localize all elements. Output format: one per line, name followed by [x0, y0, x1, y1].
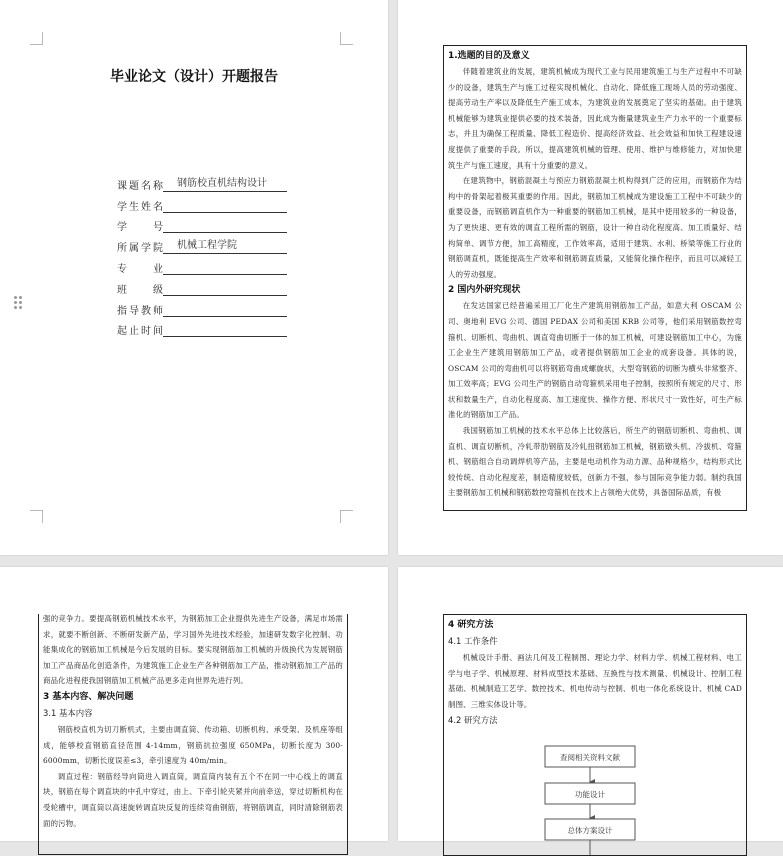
section-box — [38, 614, 348, 855]
flow-step — [545, 819, 635, 840]
section-heading: 2 国内外研究现状 — [448, 285, 521, 296]
field-value[interactable] — [163, 322, 287, 337]
flow-step-label: 功能设计 — [575, 790, 605, 799]
flow-step-label: 查阅相关资料文献 — [560, 753, 620, 762]
field-label: 专 业 — [117, 263, 163, 275]
section-heading: 1.选题的目的及意义 — [448, 51, 530, 61]
field-period — [117, 317, 287, 338]
section-heading: 3 基本内容、解决问题 — [43, 691, 134, 702]
subsection-heading: 4.1 工作条件 — [448, 636, 498, 646]
flowchart — [444, 615, 746, 855]
field-advisor — [117, 296, 287, 317]
paragraph: 调直过程：钢筋经导向筒进入调直筒，调直筒内装有五个不在同一中心线上的调直块，钢筋在每个调直块的中孔中穿过，由上、下牵引轮夹紧并向前牵送，穿过切断机构在受轮槽中，调直筒以高速旋转调直块反复的连续弯曲钢筋，将钢筋调直，同时清除钢筋表面的污物。 — [43, 771, 343, 828]
field-label: 课题名称 — [117, 180, 163, 192]
flow-step — [545, 746, 635, 767]
paragraph: 机械设计手册、画法几何及工程制图、理论力学、材料力学、机械工程材料、电工学与电子学、机械原理、材料成型技术基础、互换性与技术测量、机械设计、控制工程基础、机械制造工艺学、数控技术、机电传动与控制、机电一体化系统设计、机械 CAD 制图、三维实体设计等。 — [448, 653, 742, 709]
cover-form — [117, 171, 287, 337]
field-value[interactable] — [163, 218, 287, 233]
paragraph: 强的竞争力。要提高钢筋机械技术水平，为钢筋加工企业提供先进生产设备，满足市场需求，就要不断创新、不断研发新产品，学习国外先进技术经验，加速研发数字化控制、功能集成化的钢筋加工机械是今后发展的目标。要实现钢筋加工机械的升级换代为发展钢筋加工产品商品化创造条件，为建筑施工企业生产各种钢筋加工产品，推动钢筋加工产品的商品化进程使我国钢筋加工机械产品更多走向世界先进行列。 — [43, 614, 343, 686]
field-value[interactable]: 钢筋校直机结构设计 — [163, 177, 287, 192]
crop-mark — [340, 32, 353, 45]
field-label: 所属学院 — [117, 243, 163, 255]
section-content — [448, 48, 742, 501]
page-cover — [0, 0, 388, 555]
drag-handle-icon[interactable] — [14, 296, 23, 310]
crop-mark — [30, 32, 43, 45]
field-class — [117, 275, 287, 296]
field-student-id — [117, 213, 287, 234]
field-topic — [117, 171, 287, 192]
flow-step-label: 总体方案设计 — [567, 826, 613, 835]
subsection-heading: 4.2 研究方法 — [448, 715, 498, 726]
paragraph: 我国钢筋加工机械的技术水平总体上比较落后，所生产的钢筋切断机、弯曲机、调直机、调直切断机，冷轧带肋钢筋及冷轧扭钢筋加工机械，钢筋镦头机、冷拔机、弯箍机、钢筋组合自动调焊机等产品，主要是电动机作为动力源、品种规格少，结构形式比较传统、自动化程度差，制造精度较低，创新力不强，参与国际竞争能力弱。制约我国主要钢筋加工机械和钢筋数控弯箍机在技术上占领绝大优势，具备国际品质，有极 — [448, 426, 742, 498]
section-heading: 4 研究方法 — [448, 620, 494, 630]
field-label: 指导教师 — [117, 305, 163, 317]
field-label: 学生姓名 — [117, 201, 163, 213]
field-major — [117, 254, 287, 275]
field-student-name — [117, 192, 287, 213]
paragraph: 在发达国家已经普遍采用工厂化生产建筑用钢筋加工产品，如意大利 OSCAM 公司、奥地利 EVG 公司、德国 PEDAX 公司和美国 KRB 公司等，他们采用钢筋数控弯箍机、切断机、弯曲机、调直弯曲切断于一体的加工机械，可建设钢筋加工中心，为施工企业生产建筑用钢筋加工产品，或者提供钢筋加工企业的成套设备。具体的说，OSCAM 公司的弯曲机可以将钢筋弯曲成螺旋状，大型弯钢筋的切断为横头非常整齐、加工效率高；EVG 公司生产的钢筋自动弯箍机采用电子控制，按照所有规定的尺寸、形状和数量生产，自动化程度高、加工速度快、操作方便、形状尺寸一致性好，可生产标准化的钢筋加工产品。 — [448, 301, 742, 420]
field-label: 起止时间 — [117, 326, 163, 338]
field-label: 学 号 — [117, 222, 163, 234]
field-value[interactable] — [163, 198, 287, 213]
paragraph: 在建筑物中，钢筋混凝土与预应力钢筋混凝土机构得到广泛的应用，而钢筋作为结构中的骨架起着极其重要的作用。因此，钢筋加工机械成为建设施工工程中不可缺少的重要设备，而钢筋调直机作为一种重要的钢筋加工机械，是其中使用较多的一种设备，为了更快速、更有效的调直工程所需的钢筋，设计一种自动化程度高、加工质量好、结构简单、调节方便，加工高精度，工作效率高，适用于建筑、水利、桥梁等施工行业的钢筋调直机，既能提高生产效率和钢筋调直质量，又能简化操作程序，而且可以减轻工人的劳动强度。 — [448, 176, 742, 279]
crop-mark — [340, 510, 353, 523]
field-label: 班 级 — [117, 284, 163, 296]
field-value[interactable]: 机械工程学院 — [163, 239, 287, 254]
field-value[interactable] — [163, 260, 287, 275]
section-content — [43, 611, 343, 831]
field-college — [117, 233, 287, 254]
field-value[interactable] — [163, 302, 287, 317]
field-value[interactable] — [163, 281, 287, 296]
crop-mark — [30, 510, 43, 523]
section-box — [443, 45, 747, 511]
section-box — [443, 614, 747, 856]
paragraph: 钢筋校直机为切刀断机式，主要由调直筒、传动箱、切断机构、承受架、及机座等组成，能够校直钢筋直径范围 4-14mm，钢筋抗拉强度 650MPa，切断长度为 300-6000mm，切断长度误差≤3，牵引速度为 40m/min。 — [43, 724, 343, 766]
flow-step — [545, 783, 635, 804]
report-title: 毕业论文（设计）开题报告 — [110, 69, 278, 85]
paragraph: 伴随着建筑业的发展，建筑机械成为现代工业与民用建筑施工与生产过程中不可缺少的设备，建筑生产与施工过程实现机械化、自动化、降低施工现场人员的劳动强度、提高劳动生产率以及降低生产施工成本，为建筑业的发展奠定了坚实的基础。由于建筑机械能够为建筑业提供必要的技术装备，因此成为衡量建筑业生产力水平的一个重要标志，并且为确保工程质量、降低工程造价、提高经济效益、社会效益和加快工程建设速度提供了重要的手段。所以，提高建筑机械的管理、使用、维护与维修能力，对加快建筑生产与施工速度，具有十分重要的意义。 — [448, 67, 742, 170]
subsection-heading: 3.1 基本内容 — [43, 707, 93, 718]
